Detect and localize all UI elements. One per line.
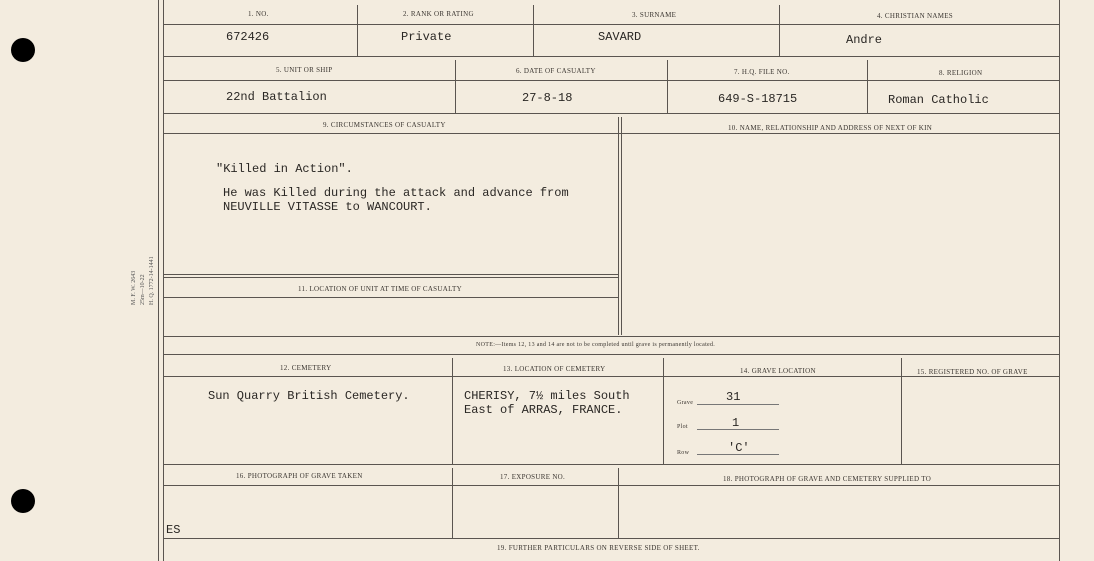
rule <box>163 277 618 278</box>
value-no: 672426 <box>226 30 270 44</box>
left-border-inner <box>163 0 164 561</box>
rule <box>357 5 358 56</box>
header-next-of-kin: 10. NAME, RELATIONSHIP AND ADDRESS OF NEXT OF KIN <box>728 124 933 132</box>
header-exposure: 17. EXPOSURE NO. <box>500 473 566 481</box>
rule <box>163 274 618 275</box>
value-date: 27-8-18 <box>522 91 573 105</box>
header-religion: 8. RELIGION <box>939 69 983 77</box>
rule <box>697 404 779 405</box>
punch-hole-top <box>11 38 35 62</box>
rule <box>163 133 1059 134</box>
rule <box>901 358 902 464</box>
value-rank: Private <box>401 30 452 44</box>
header-date: 6. DATE OF CASUALTY <box>516 67 596 75</box>
rule <box>163 80 1059 81</box>
header-circumstances: 9. CIRCUMSTANCES OF CASUALTY <box>323 121 446 129</box>
rule <box>533 5 534 56</box>
rule <box>163 354 1059 355</box>
circumstances-line2: He was Killed during the attack and advance from <box>223 186 569 200</box>
label-row: Row <box>677 450 690 456</box>
footer-further-particulars: 19. FURTHER PARTICULARS ON REVERSE SIDE OF SHEET. <box>497 544 700 552</box>
side-print-3: H. Q. 1772-14-1441 <box>149 256 155 305</box>
rule <box>667 60 668 113</box>
punch-hole-bottom <box>11 489 35 513</box>
rule <box>618 117 619 335</box>
rule <box>452 468 453 538</box>
rule <box>163 376 1059 377</box>
value-loc-line2: East of ARRAS, FRANCE. <box>464 403 623 417</box>
header-cemetery: 12. CEMETERY <box>280 364 332 372</box>
value-initials: ES <box>166 523 181 537</box>
rule <box>163 464 1059 465</box>
rule <box>621 117 622 335</box>
rule <box>163 24 1059 25</box>
circumstances-line1: "Killed in Action". <box>216 162 353 176</box>
side-print-2: 25m—10-22 <box>140 274 146 305</box>
rule <box>163 485 1059 486</box>
label-grave: Grave <box>677 400 694 406</box>
value-grave: 31 <box>726 390 741 404</box>
value-row: 'C' <box>728 441 750 455</box>
header-unit: 5. UNIT OR SHIP <box>276 66 333 74</box>
value-unit: 22nd Battalion <box>226 90 327 104</box>
value-cemetery: Sun Quarry British Cemetery. <box>208 389 410 403</box>
value-religion: Roman Catholic <box>888 93 989 107</box>
header-photo-supplied: 18. PHOTOGRAPH OF GRAVE AND CEMETERY SUPPLIED TO <box>723 475 932 483</box>
rule <box>163 56 1059 57</box>
header-no: 1. NO. <box>248 10 269 18</box>
left-border <box>158 0 159 561</box>
value-hq: 649-S-18715 <box>718 92 798 106</box>
header-surname: 3. SURNAME <box>632 11 677 19</box>
header-grave-location: 14. GRAVE LOCATION <box>740 367 816 375</box>
value-plot: 1 <box>732 416 740 430</box>
header-registered: 15. REGISTERED NO. OF GRAVE <box>917 368 1028 376</box>
note-text: NOTE:—Items 12, 13 and 14 are not to be completed until grave is permanently located. <box>476 342 716 348</box>
rule <box>455 60 456 113</box>
header-christian: 4. CHRISTIAN NAMES <box>877 12 953 20</box>
rule <box>163 336 1059 337</box>
rule <box>163 297 618 298</box>
rule <box>618 468 619 538</box>
header-hq: 7. H.Q. FILE NO. <box>734 68 790 76</box>
right-border <box>1059 0 1060 561</box>
header-location-unit: 11. LOCATION OF UNIT AT TIME OF CASUALTY <box>298 285 462 293</box>
circumstances-line3: NEUVILLE VITASSE to WANCOURT. <box>223 200 432 214</box>
header-photo-taken: 16. PHOTOGRAPH OF GRAVE TAKEN <box>236 472 363 480</box>
rule <box>163 538 1059 539</box>
side-print-1: M. F. W. 2643 <box>131 270 137 305</box>
rule <box>163 113 1059 114</box>
header-rank: 2. RANK OR RATING <box>403 10 474 18</box>
rule <box>663 358 664 464</box>
value-surname: SAVARD <box>598 30 642 44</box>
rule <box>867 60 868 113</box>
label-plot: Plot <box>677 424 688 430</box>
value-christian: Andre <box>846 33 883 47</box>
value-loc-line1: CHERISY, 7½ miles South <box>464 389 630 403</box>
header-loc-cemetery: 13. LOCATION OF CEMETERY <box>503 365 606 373</box>
rule <box>452 358 453 464</box>
rule <box>779 5 780 56</box>
